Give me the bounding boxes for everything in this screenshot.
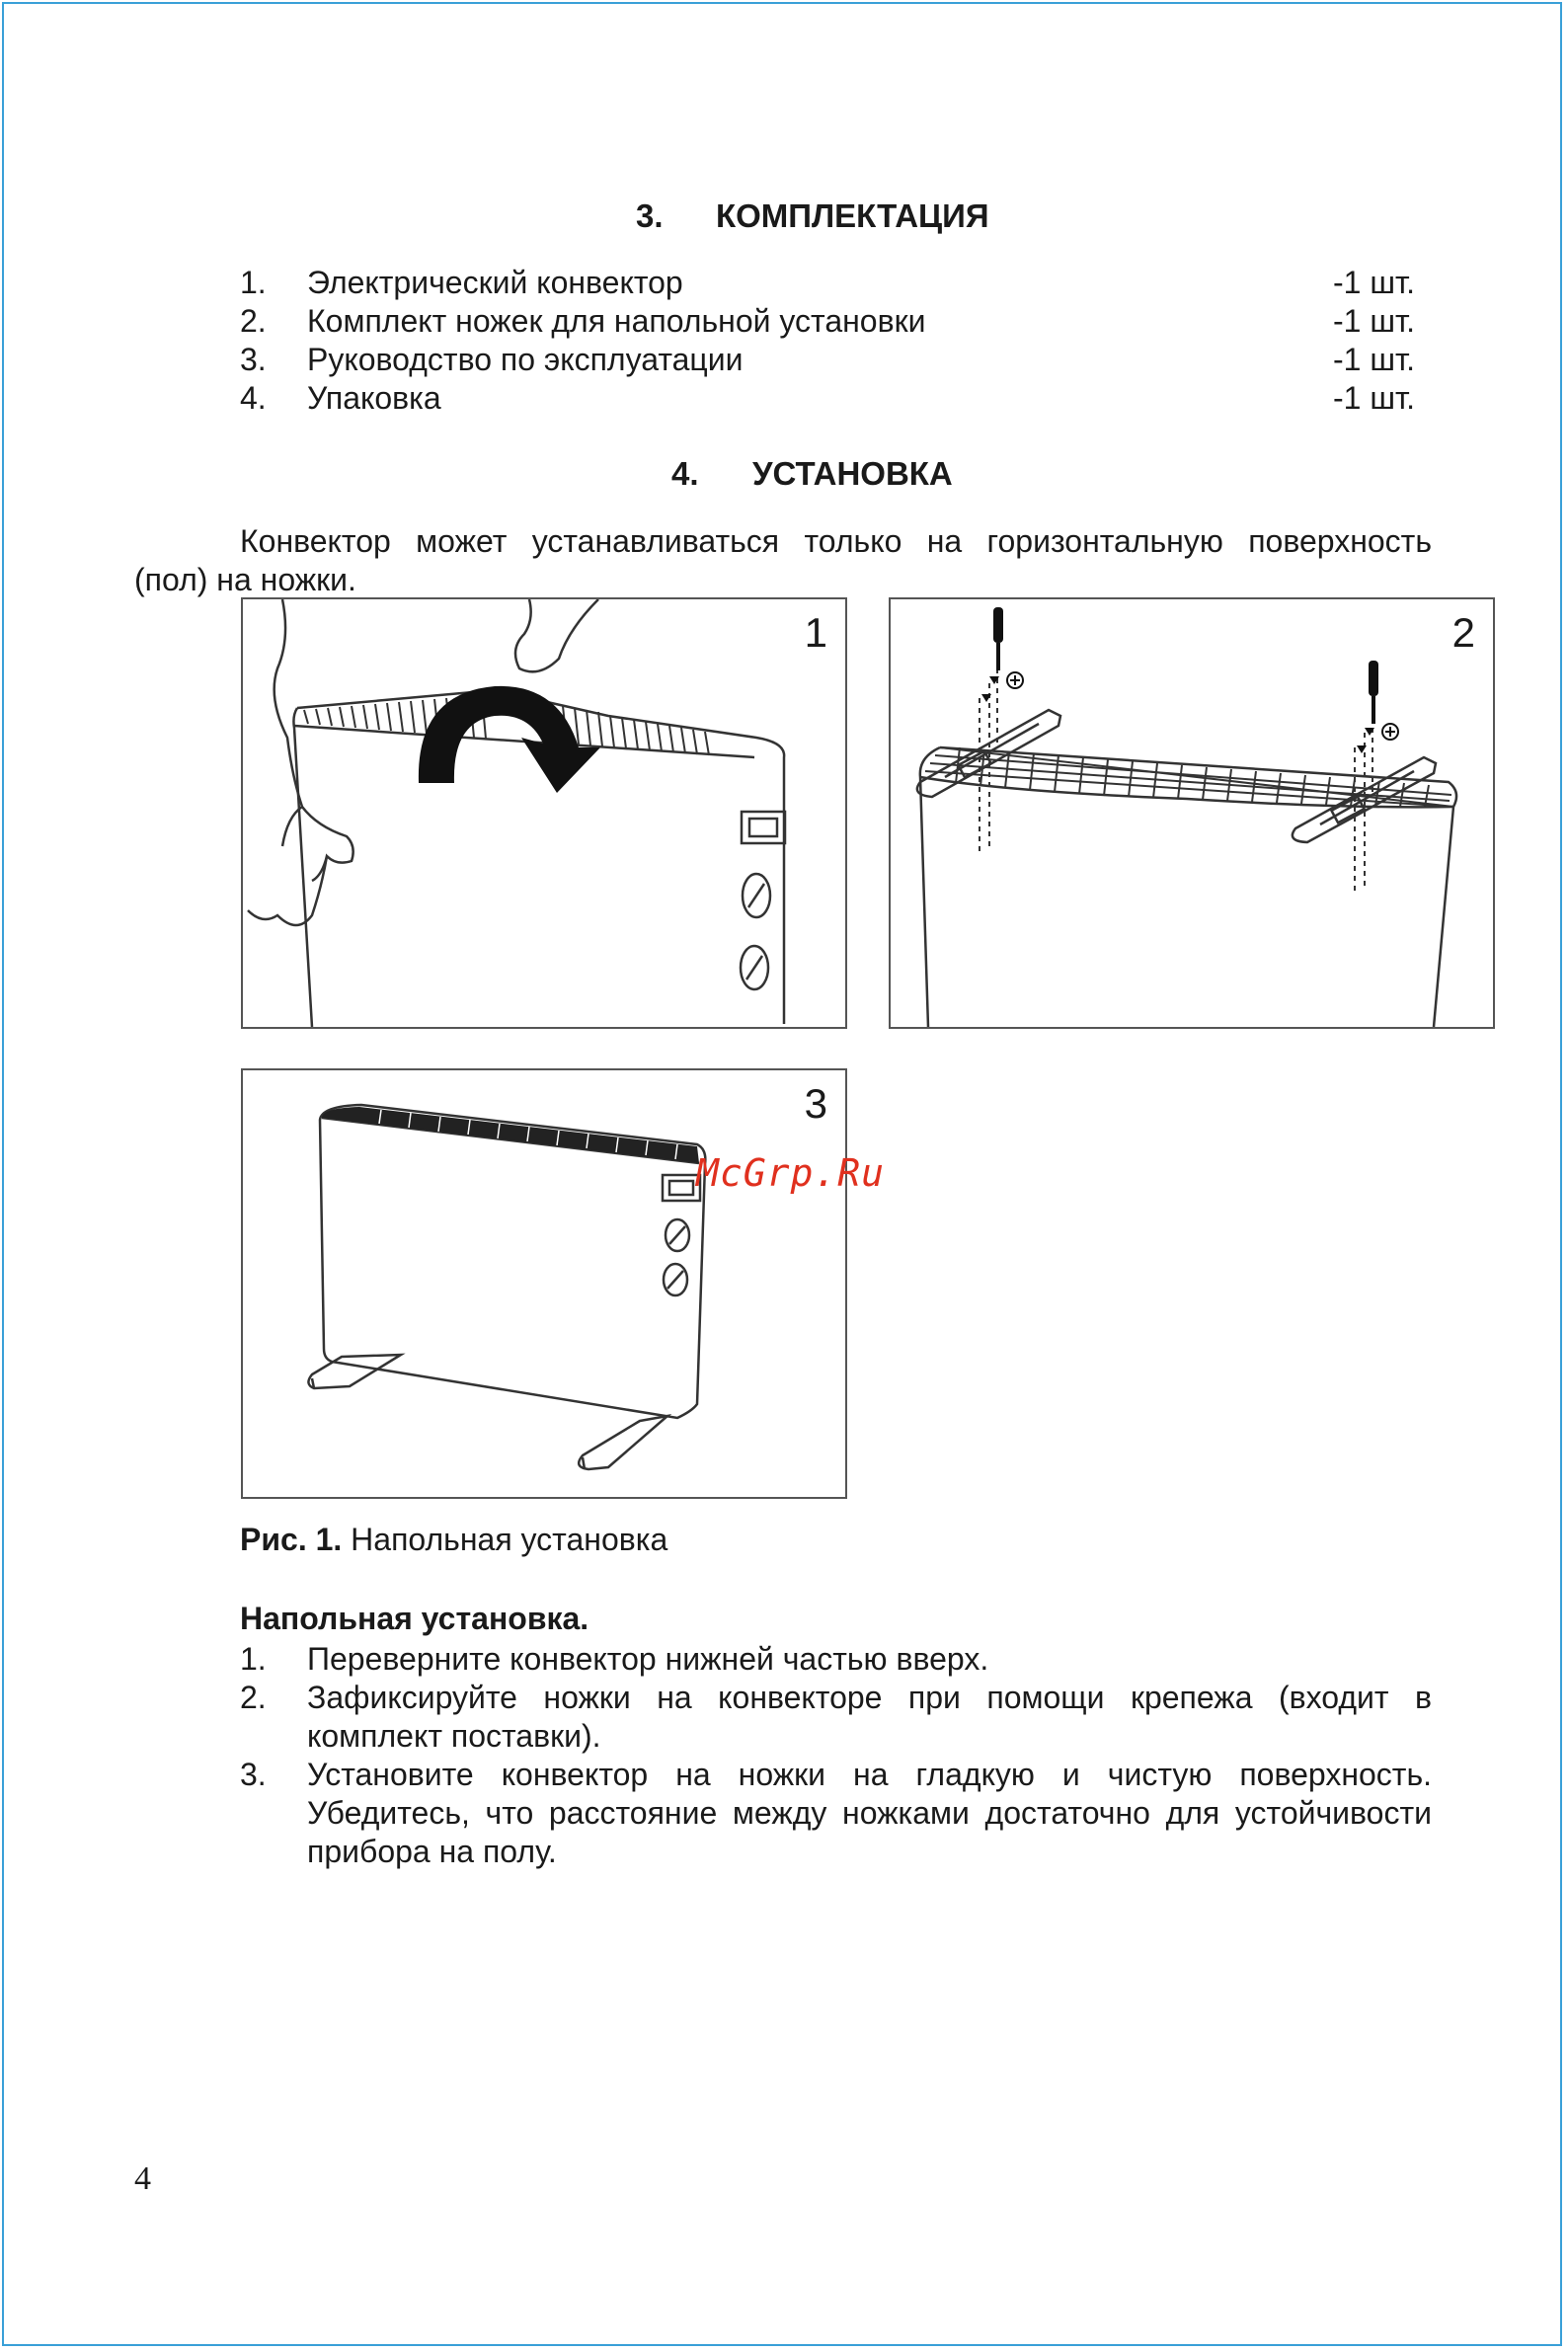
caption-label: Рис. 1. (240, 1522, 343, 1557)
figure-1 (241, 597, 847, 1029)
item-number: 3. (240, 342, 267, 377)
step-number: 3. (240, 1757, 267, 1792)
item-number: 4. (240, 380, 267, 416)
step-text: Переверните конвектор нижней частью вверх. (307, 1641, 989, 1677)
item-qty: -1 шт. (1332, 342, 1415, 377)
item-text: Руководство по эксплуатации (307, 342, 744, 377)
caption-text: Напольная установка (351, 1522, 668, 1557)
step-number: 1. (240, 1641, 267, 1677)
item-number: 1. (240, 265, 267, 300)
figure-3 (241, 1068, 847, 1499)
floor-heading: Напольная установка. (240, 1601, 589, 1636)
figure-number: 2 (1451, 609, 1475, 656)
kit-item (240, 265, 1415, 304)
kit-item (240, 342, 1415, 381)
figure-2 (889, 597, 1495, 1029)
step-text: Зафиксируйте ножки на конвекторе при помощи крепежа (входит в комплект поставки). (307, 1680, 1432, 1754)
section-number: 3. (636, 197, 664, 234)
figure-1-illustration (243, 599, 845, 1027)
item-text: Электрический конвектор (307, 265, 683, 300)
figure-number: 1 (804, 609, 827, 656)
step-text: Установите конвектор на ножки на гладкую и чистую поверхность. Убедитесь, что расстояние между ножками достаточно для устойчивости прибора на полу. (307, 1757, 1432, 1869)
kit-item (240, 380, 1415, 420)
section-title: УСТАНОВКА (752, 455, 953, 492)
intro-line-2: (пол) на ножки. (134, 562, 356, 597)
figure-3-illustration (243, 1070, 845, 1497)
kit-item (240, 303, 1415, 343)
figure-number: 3 (804, 1080, 827, 1127)
watermark: McGrp.Ru (696, 1151, 886, 1195)
figure-caption (240, 1522, 667, 1558)
section-number: 4. (671, 455, 699, 492)
intro-line-1: Конвектор может устанавливаться только на горизонтальную поверхность (240, 523, 1432, 559)
section-title: КОМПЛЕКТАЦИЯ (716, 197, 989, 234)
figure-2-illustration (891, 599, 1493, 1027)
item-qty: -1 шт. (1332, 303, 1415, 339)
item-number: 2. (240, 303, 267, 339)
item-text: Упаковка (307, 380, 441, 416)
step-number: 2. (240, 1680, 267, 1715)
page-number: 4 (134, 2160, 151, 2197)
item-qty: -1 шт. (1332, 265, 1415, 300)
item-qty: -1 шт. (1332, 380, 1415, 416)
item-text: Комплект ножек для напольной установки (307, 303, 926, 339)
